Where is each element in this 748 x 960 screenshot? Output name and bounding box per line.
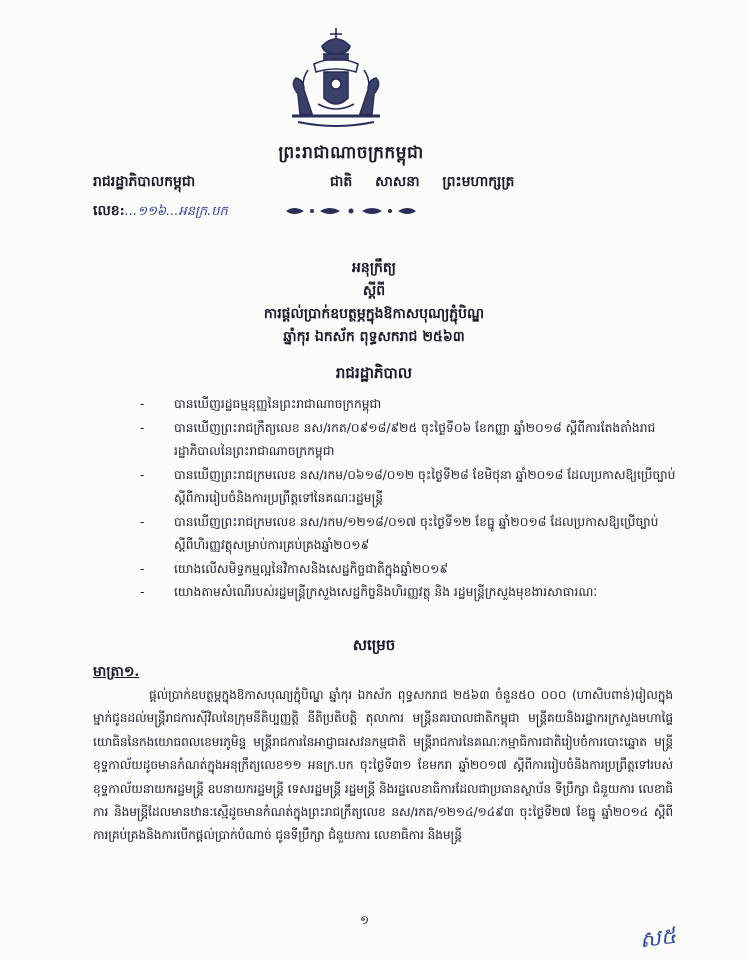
issuer-heading: រាជរដ្ឋាភិបាល <box>335 364 413 382</box>
list-item: - យោងលើសមិទ្ធកម្មល្អនៃវិកាសនិងសេដ្ឋកិច្ចជាតិក្នុងឆ្នាំ២០១៩ <box>140 558 690 582</box>
list-item: - បានឃើញព្រះរាជក្រមលេខ នស/រកម/១២១៨/០១៧ ចុះថ្ងៃទី១២ ខែធ្នូ ឆ្នាំ២០១៨ ដែលប្រកាសឱ្យប្រើច្បាប់ស្តីពីហិរញ្ញវត្ថុសម្រាប់ការគ្រប់គ្រងឆ្នាំ២០១៩ <box>140 511 690 558</box>
list-item: - បានឃើញព្រះរាជក្រមលេខ នស/រកម/០៦១៨/០១២ ចុះថ្ងៃទី២៨ ខែមិថុនា ឆ្នាំ២០១៨ ដែលប្រកាសឱ្យប្រើច្បាប់ស្តីពីការរៀបចំនិងការប្រព្រឹត្តទៅនៃគណៈរដ្ឋមន្ត្រី <box>140 464 690 511</box>
article-heading: មាត្រា១. <box>93 664 140 680</box>
page-number: ១ <box>360 913 370 927</box>
document-type: អនុក្រឹត្យ <box>352 260 396 276</box>
kingdom-title: ព្រះរាជាណាចក្រកម្ពុជា <box>278 143 424 163</box>
legal-basis-list <box>140 393 690 605</box>
reference-value: ...១១៦...អនក្រ.បក <box>124 204 228 219</box>
handwritten-initials: ស៥ <box>638 923 678 954</box>
ornament-divider-icon <box>282 204 420 218</box>
article-body: ផ្តល់ប្រាក់ឧបត្ថម្ភក្នុងឱកាសបុណ្យភ្ជុំបិណ្ឌ ឆ្នាំកុរ ឯកស័ក ពុទ្ធសករាជ ២៥៦៣ ចំនួន៥០ ០០០ (ហាសិបពាន់)រៀលក្នុងម្នាក់ជូនដល់មន្ត្រីរាជការស៊ីវិលនៃក្រុមនីតិប្បញ្ញត្តិ នីតិប្រតិបត្តិ តុលាការ មន្ត្រីនគរបាលជាតិកម្ពុជា មន្ត្រីគយនិងរដ្ឋាករក្រសួងមហាផ្ទៃ យោធិននៃកងយោធពលខេមរភូមិន្ទ មន្ត្រីរាជការនៃអាជ្ញាធរសវនកម្មជាតិ មន្ត្រីរាជការនៃគណៈកម្មាធិការជាតិរៀបចំការបោះឆ្នោត មន្ត្រីខុទ្ទកាល័យដូចមានកំណត់ក្នុងអនុក្រឹត្យលេខ១១ អនក្រ.បក ចុះថ្ងៃទី៣១ ខែមករា ឆ្នាំ២០១៧ ស្តីពីការរៀបចំនិងការប្រព្រឹត្តទៅរបស់ខុទ្ទកាល័យនាយករដ្ឋមន្ត្រី ឧបនាយករដ្ឋមន្ត្រី ទេសរដ្ឋមន្ត្រី រដ្ឋមន្ត្រី និងរដ្ឋលេខាធិការដែលជាប្រធានស្ថាប័ន ទីប្រឹក្សា ជំនួយការ លេខាធិការ និងមន្ត្រីដែលមានឋានៈស្មើដូចមានកំណត់ក្នុងព្រះរាជក្រឹត្យលេខ នស/រកត/១២១៤/១៤៩៣ ចុះថ្ងៃទី២៧ ខែធ្នូ ឆ្នាំ២០១៤ ស្តីពីការគ្រប់គ្រងនិងការបើកផ្តល់ប្រាក់បំណាច់ ជូនទីប្រឹក្សា ជំនួយការ លេខាធិការ និងមន្ត្រី <box>93 688 673 843</box>
list-item: - បានឃើញព្រះរាជក្រឹត្យលេខ នស/រកត/០៩១៨/៩២៥ ចុះថ្ងៃទី០៦ ខែកញ្ញា ឆ្នាំ២០១៨ ស្តីពីការតែងតាំងរាជរដ្ឋាភិបាលនៃព្រះរាជាណាចក្រកម្ពុជា <box>140 417 690 464</box>
reference-number <box>93 201 228 222</box>
document-subject: ការផ្តល់ប្រាក់ឧបត្ថម្ភក្នុងឱកាសបុណ្យភ្ជុំបិណ្ឌ <box>263 306 485 322</box>
document-year: ឆ្នាំកុរ ឯកស័ក ពុទ្ធសករាជ ២៥៦៣ <box>283 329 465 345</box>
government-label: រាជរដ្ឋាភិបាលកម្ពុជា <box>93 174 196 190</box>
list-item: - យោងតាមសំណើរបស់រដ្ឋមន្ត្រីក្រសួងសេដ្ឋកិច្ចនិងហិរញ្ញវត្ថុ និង រដ្ឋមន្ត្រីក្រសួងមុខងារសាធារណៈ <box>140 581 690 605</box>
list-item: - បានឃើញរដ្ឋធម្មនុញ្ញនៃព្រះរាជាណាចក្រកម្ពុជា <box>140 393 690 417</box>
decision-heading: សម្រេច <box>352 636 396 654</box>
reference-label: លេខ: <box>93 203 125 219</box>
document-about: ស្តីពី <box>362 283 386 299</box>
royal-coat-of-arms-icon <box>278 24 394 136</box>
national-motto: ជាតិ សាសនា ព្រះមហាក្សត្រ <box>330 174 515 190</box>
